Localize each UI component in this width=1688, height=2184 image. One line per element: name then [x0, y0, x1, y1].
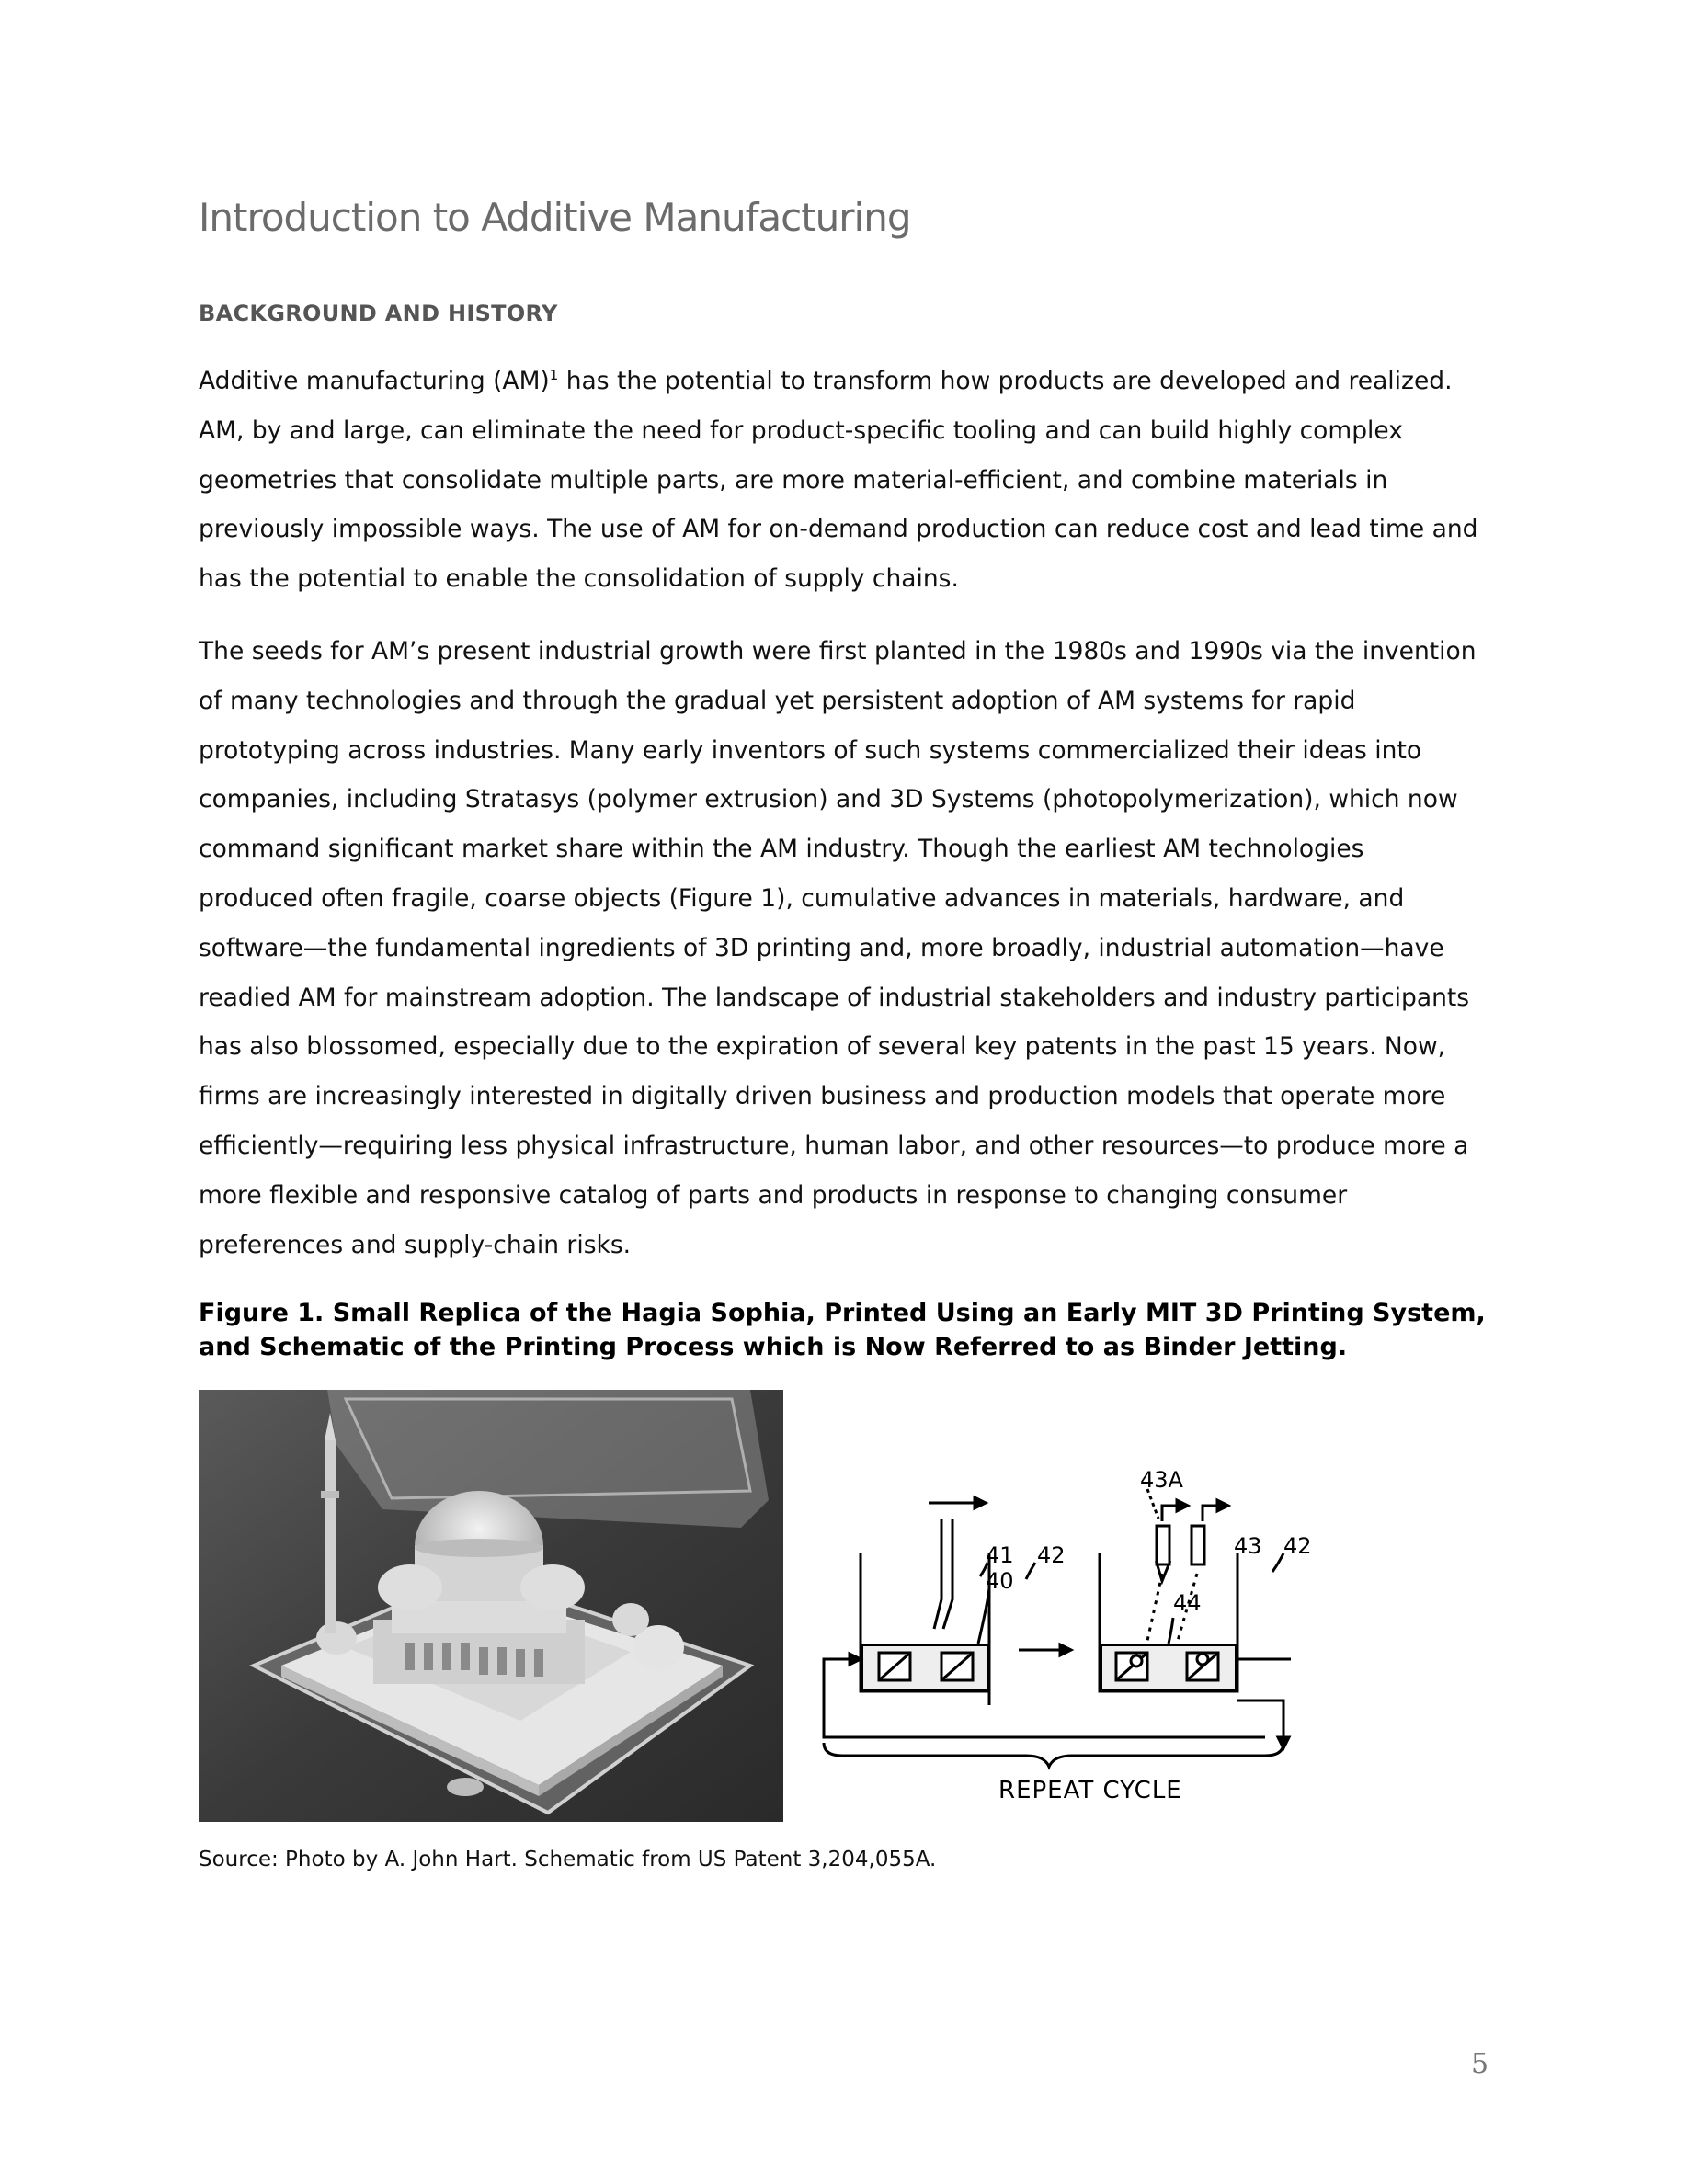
body-paragraph-2: The seeds for AM’s present industrial growth were first planted in the 1980s and 1990s via the invention of many technologies and through the gradual yet persistent adoption of AM systems for rapid prototyping across industries. Many early inventors of such systems commercialized their ideas into companies, including Stratasys (polymer extrusion) and 3D Systems (photopolymerization), which now command significant market share within the AM industry. Though the earliest AM technologies produced often fragile, coarse objects (Figure 1), cumulative advances in materials, hardware, and software—the fundamental ingredients of 3D printing and, more broadly, industrial automation—have readied AM for mainstream adoption. The landscape of industrial stakeholders and industry participants has also blossomed, especially due to the expiration of several key patents in the past 15 years. Now, firms are increasingly interested in digitally driven business and production models that operate more efficiently—requiring less physical infrastructure, human labor, and other resources—to produce more a more flexible and responsive catalog of parts and products in response to changing consumer preferences and supply-chain risks. [199, 637, 1477, 1259]
footnote-marker[interactable]: 1 [549, 367, 559, 384]
label-43: 43 [1234, 1533, 1262, 1559]
section-heading: BACKGROUND AND HISTORY [199, 301, 558, 326]
page-number: 5 [1471, 2048, 1489, 2080]
paragraph-1-rest: has the potential to transform how products are developed and realized. AM, by and large, can eliminate the need for product-specific tooling and can build highly complex geometries that consolidate multiple parts, are more material-efficient, and combine materials in previously impossible ways. The use of AM for on-demand production can reduce cost and lead time and has the potential to enable the consolidation of supply chains. [199, 367, 1478, 594]
page-title: Introduction to Additive Manufacturing [199, 195, 911, 240]
hagia-sophia-photo [199, 1390, 783, 1822]
label-41: 41 [986, 1542, 1014, 1568]
repeat-cycle-label: REPEAT CYCLE [998, 1777, 1182, 1804]
body-paragraph-1 [199, 357, 1486, 604]
label-42-left: 42 [1037, 1542, 1066, 1568]
figure-caption: Figure 1. Small Replica of the Hagia Sophia, Printed Using an Early MIT 3D Printing System, and Schematic of the Printing Process which is Now Referred to as Binder Jetting. [199, 1299, 1486, 1361]
label-40: 40 [986, 1568, 1014, 1594]
label-42-right: 42 [1283, 1533, 1312, 1559]
label-43a: 43A [1140, 1471, 1183, 1493]
paragraph-1-start: Additive manufacturing (AM) [199, 367, 550, 395]
label-44: 44 [1173, 1590, 1202, 1616]
figure-source: Source: Photo by A. John Hart. Schematic from US Patent 3,204,055A. [199, 1848, 937, 1871]
binder-jetting-schematic [805, 1471, 1475, 1820]
